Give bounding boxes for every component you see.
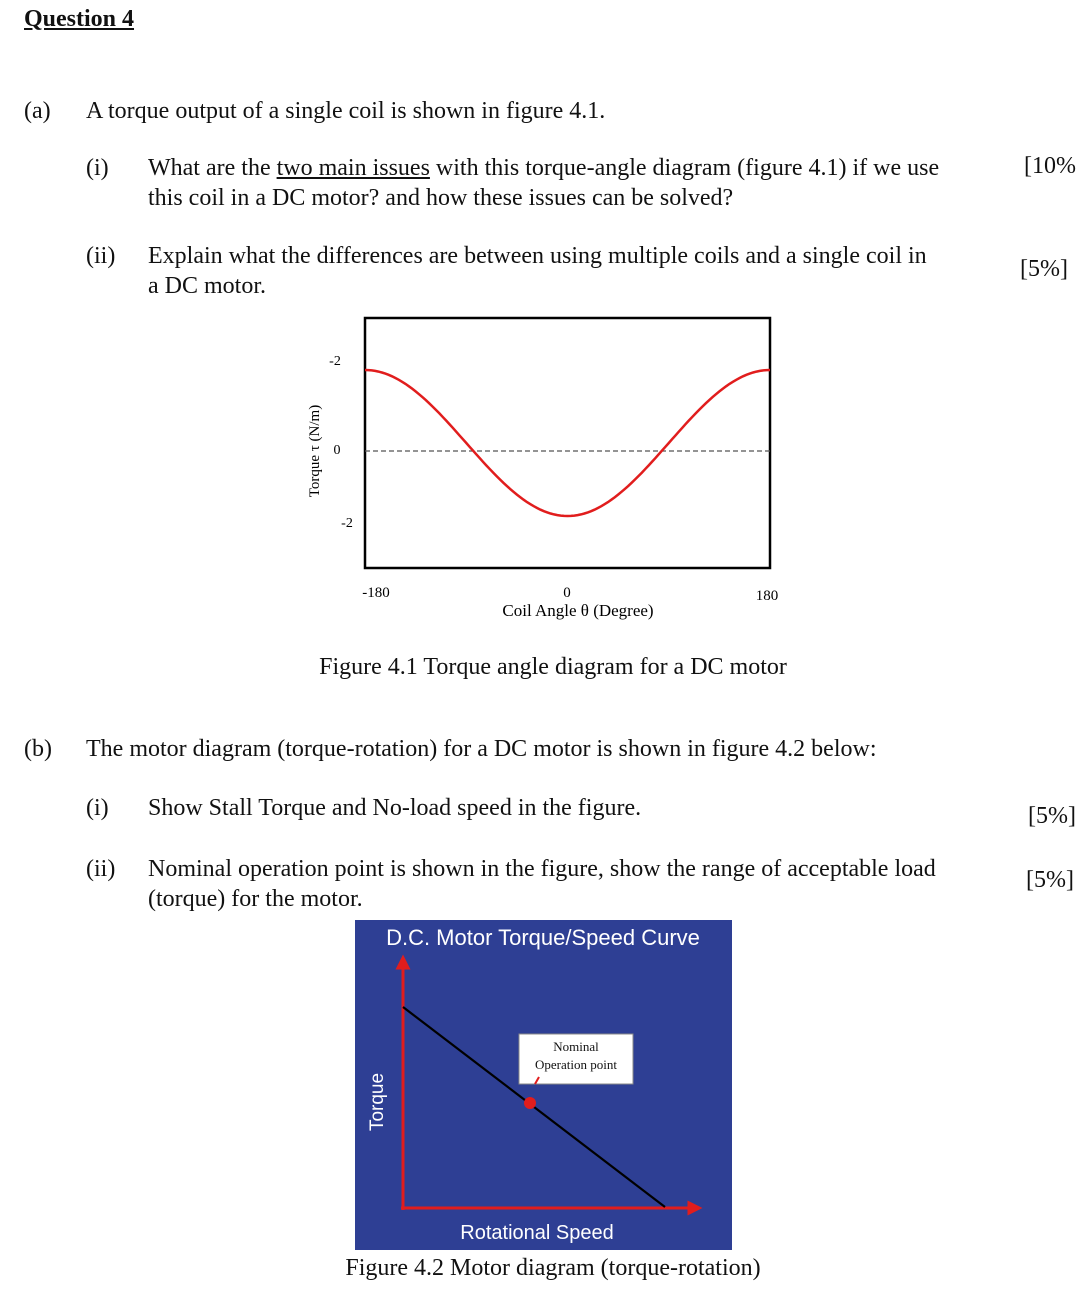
- part-b-ii-line2: (torque) for the motor.: [148, 886, 363, 912]
- figure-4-2-xlabel: Rotational Speed: [460, 1222, 614, 1244]
- part-a-ii-marks: [5%]: [1020, 256, 1068, 282]
- part-a-i-line2: this coil in a DC motor? and how these issues can be solved?: [148, 185, 734, 211]
- figure-4-2: [355, 920, 732, 1250]
- part-b-ii-marks: [5%]: [1026, 867, 1074, 893]
- part-a-i-line1: [148, 153, 939, 183]
- part-a-i-post: with this torque-angle diagram (figure 4.1) if we use: [429, 155, 940, 181]
- part-a-i-underlined: two main issues: [276, 155, 430, 181]
- part-a-ii-label: (ii): [86, 243, 116, 269]
- part-b-text: The motor diagram (torque-rotation) for a DC motor is shown in figure 4.2 below:: [86, 736, 877, 762]
- part-b-ii-line1: Nominal operation point is shown in the figure, show the range of acceptable load: [148, 856, 936, 882]
- part-a-label: (a): [24, 98, 51, 124]
- part-b-label: (b): [24, 736, 52, 762]
- ytick-mid: 0: [333, 443, 341, 458]
- part-a-text: A torque output of a single coil is shown in figure 4.1.: [86, 98, 606, 124]
- part-a-i-marks: [10%: [1024, 153, 1076, 179]
- torque-curve: [365, 370, 770, 516]
- part-b-ii-label: (ii): [86, 856, 116, 882]
- figure-4-2-background: [355, 920, 732, 1250]
- callout-line-2: Operation point: [535, 1057, 617, 1072]
- figure-4-1-caption: Figure 4.1 Torque angle diagram for a DC motor: [319, 654, 787, 680]
- part-a-ii-line2: a DC motor.: [148, 273, 266, 299]
- part-a-i-pre: What are the: [148, 155, 277, 181]
- nominal-operation-point: [524, 1097, 536, 1109]
- y-axis-label: Torque τ (N/m): [307, 404, 323, 498]
- figure-4-1: [290, 305, 800, 625]
- question-title: Question 4: [24, 6, 135, 32]
- part-b-i-marks: [5%]: [1028, 803, 1076, 829]
- figure-4-2-title: D.C. Motor Torque/Speed Curve: [386, 925, 700, 950]
- xtick-left: -180: [362, 585, 390, 601]
- plot-frame: [365, 318, 770, 568]
- ytick-top: -2: [329, 354, 341, 369]
- figure-4-2-caption: Figure 4.2 Motor diagram (torque-rotation): [345, 1255, 761, 1281]
- xtick-mid: 0: [563, 585, 571, 601]
- figure-4-2-ylabel: Torque: [367, 1072, 388, 1132]
- callout-line-1: Nominal: [553, 1039, 599, 1054]
- ytick-bottom: -2: [341, 516, 353, 531]
- x-axis-label: Coil Angle θ (Degree): [502, 601, 654, 620]
- part-a-i-label: (i): [86, 155, 109, 181]
- part-b-i-text: Show Stall Torque and No-load speed in the figure.: [148, 795, 642, 821]
- part-b-i-label: (i): [86, 795, 109, 821]
- xtick-right: 180: [755, 588, 779, 604]
- part-a-ii-line1: Explain what the differences are between using multiple coils and a single coil in: [148, 243, 927, 269]
